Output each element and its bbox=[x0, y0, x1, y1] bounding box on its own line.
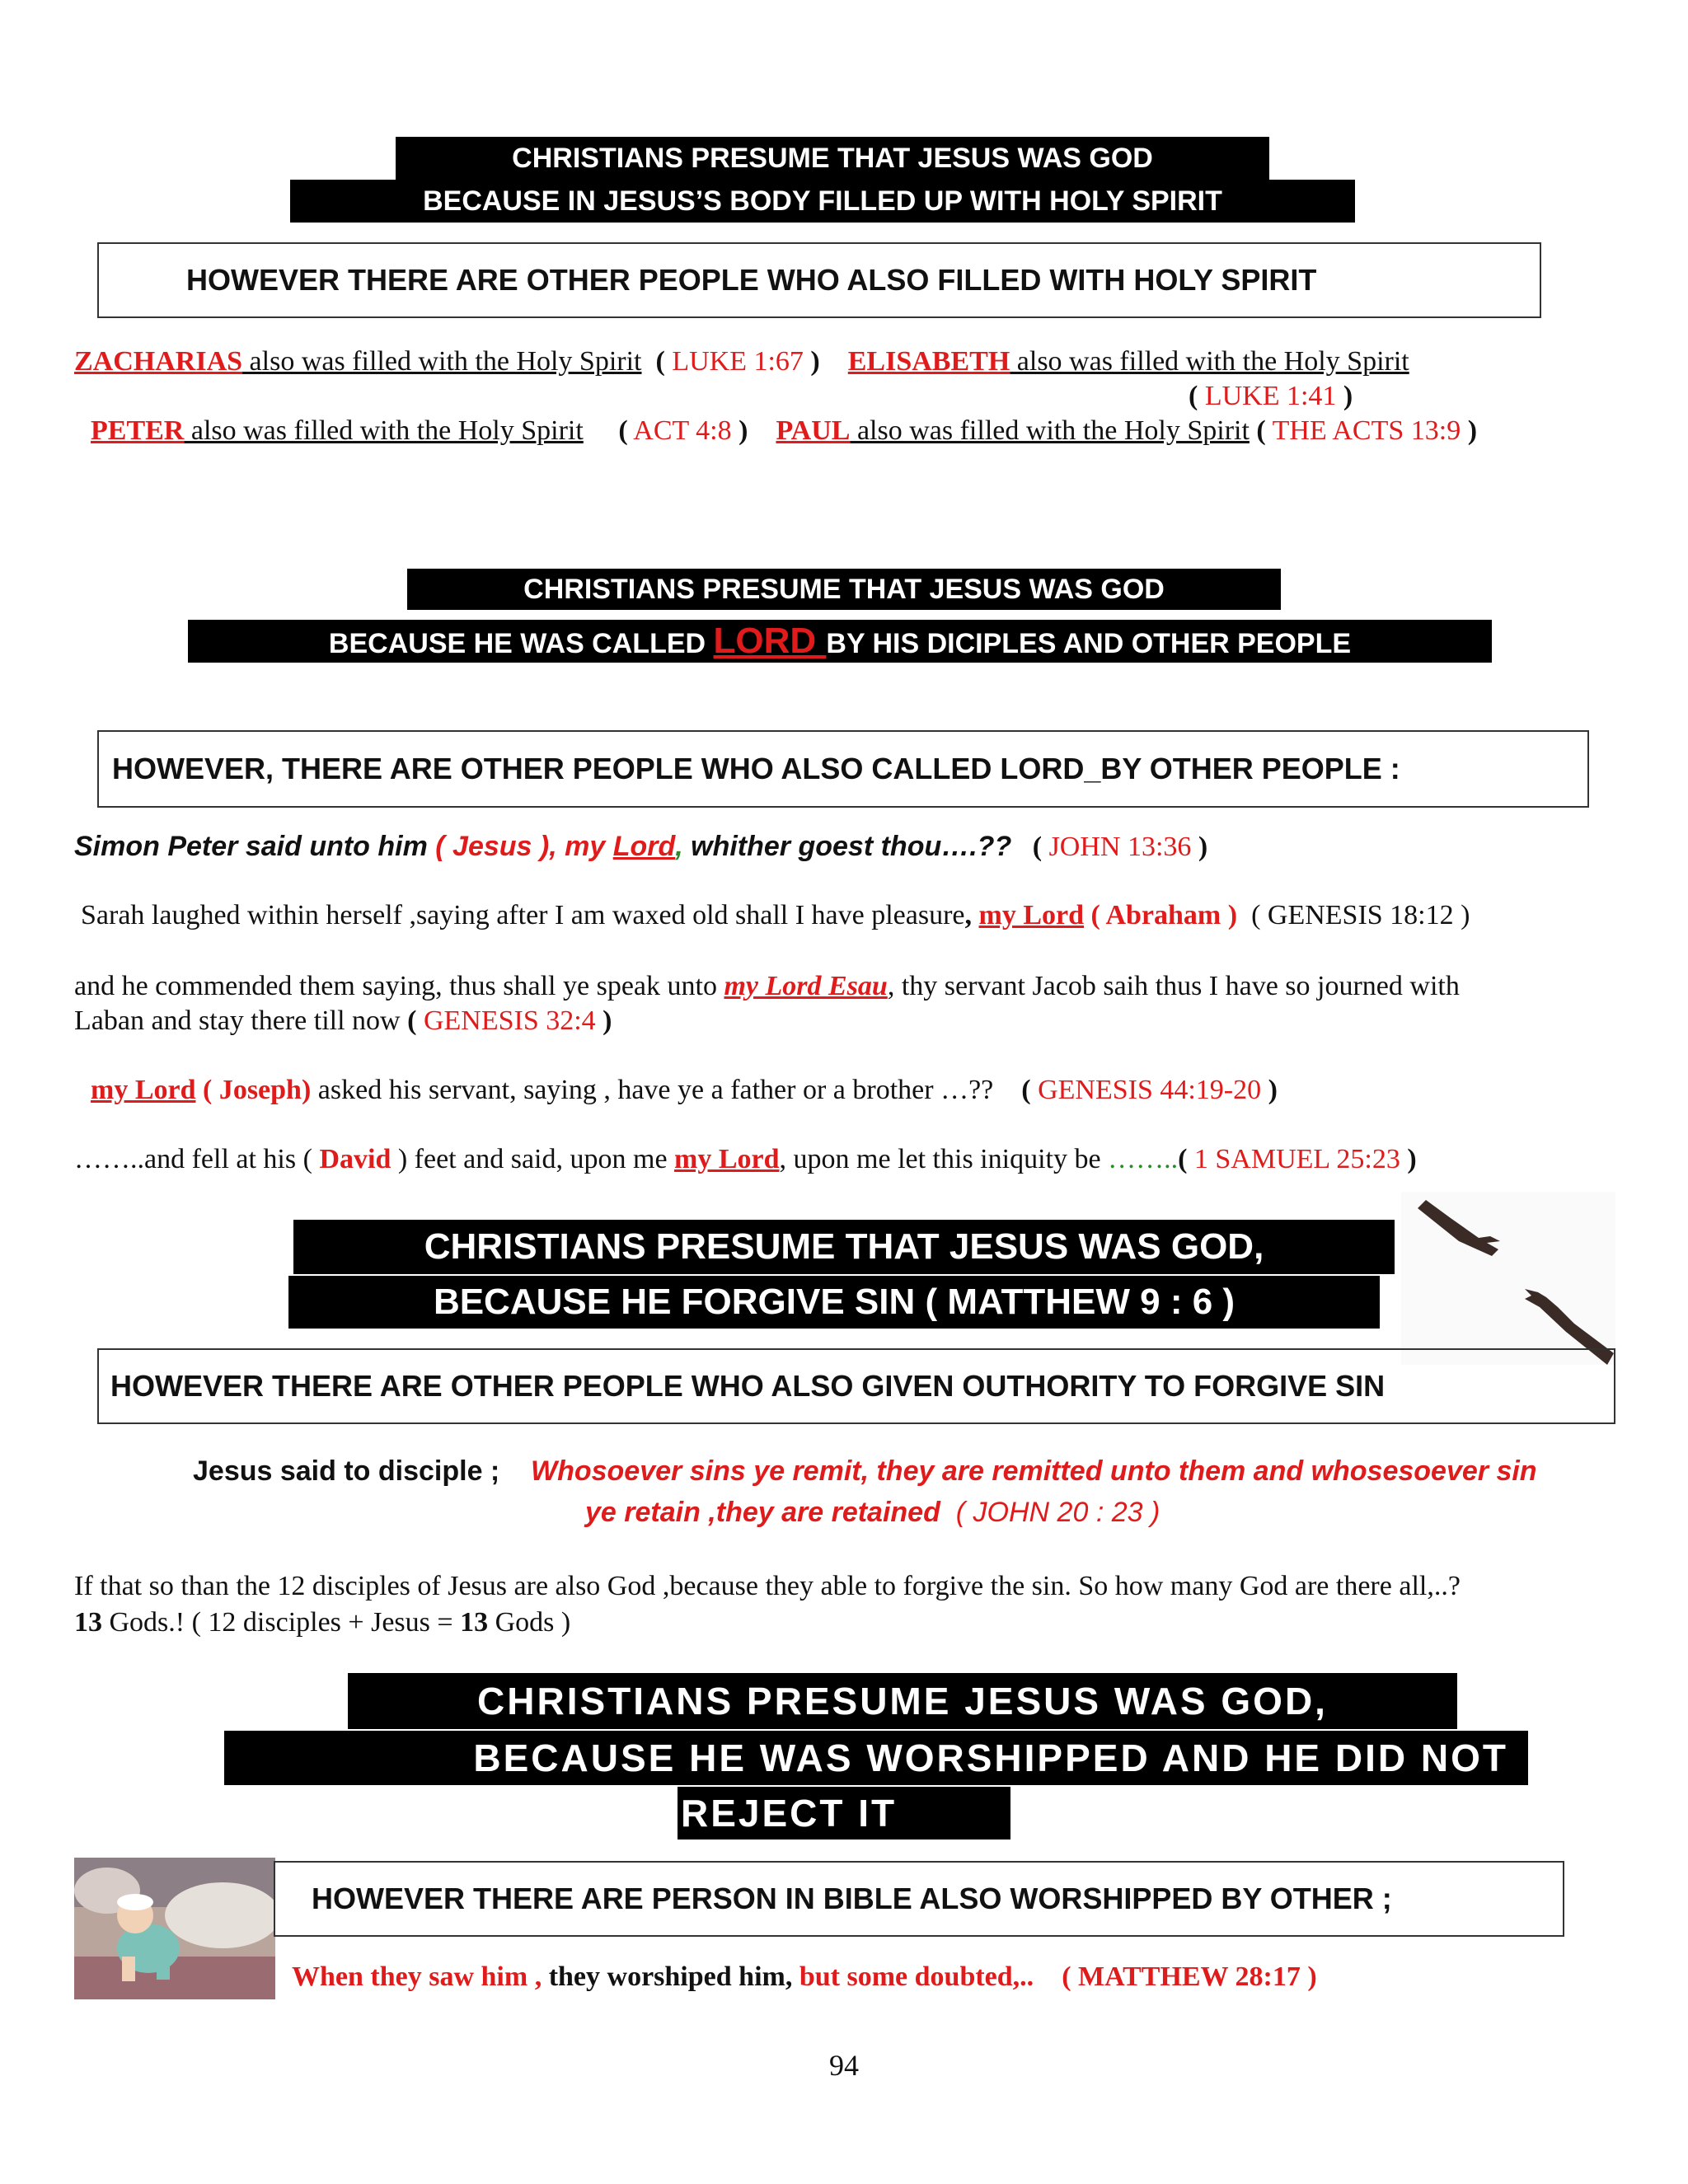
reaching-hands-image bbox=[1401, 1192, 1615, 1365]
v3-d: Laban and stay there till now bbox=[74, 1005, 408, 1036]
v5-my-lord: my Lord bbox=[674, 1144, 780, 1174]
para-13-a: 13 bbox=[74, 1607, 102, 1638]
filled-text: also was filled with the Holy Spirit bbox=[242, 346, 642, 377]
filled-text: also was filled with the Holy Spirit bbox=[1010, 346, 1409, 377]
heading-2-lord: LORD bbox=[713, 621, 827, 661]
heading-4-line-1: CHRISTIANS PRESUME JESUS WAS GOD, bbox=[348, 1673, 1457, 1729]
v1-comma: , bbox=[675, 831, 683, 862]
verse-genesis-32-4-line-2: Laban and stay there till now ( GENESIS 32:4 ) bbox=[74, 1005, 612, 1036]
verse-peter-paul: PETER also was filled with the Holy Spirit ( ACT 4:8 ) PAUL also was filled with the Holy Spirit ( THE ACTS 13:9 ) bbox=[91, 415, 1478, 446]
v1-lord: Lord bbox=[612, 831, 676, 862]
para-13-b: 13 bbox=[460, 1607, 489, 1638]
ref-1-samuel-25-23: 1 SAMUEL 25:23 bbox=[1193, 1144, 1400, 1174]
para-end: Gods ) bbox=[488, 1607, 571, 1638]
heading-3-line-1: CHRISTIANS PRESUME THAT JESUS WAS GOD, bbox=[293, 1220, 1395, 1274]
heading-2-line-1: CHRISTIANS PRESUME THAT JESUS WAS GOD bbox=[407, 569, 1281, 610]
v5-a: ……..and fell at his ( bbox=[74, 1144, 320, 1174]
v3-a: and he commended them saying, thus shall ye speak unto bbox=[74, 971, 724, 1001]
praying-child-photo bbox=[74, 1858, 275, 1999]
v-when-they-saw: When they saw him , bbox=[292, 1961, 549, 1992]
v5-david: David bbox=[319, 1144, 392, 1174]
heading-4-line-2: BECAUSE HE WAS WORSHIPPED AND HE DID NOT bbox=[224, 1731, 1528, 1785]
heading-1-line-1: CHRISTIANS PRESUME THAT JESUS WAS GOD bbox=[396, 137, 1269, 180]
verse-zacharias-elisabeth: ZACHARIAS also was filled with the Holy Spirit ( LUKE 1:67 ) ELISABETH also was filled with the Holy Spirit bbox=[74, 346, 1409, 377]
v1-e: whither goest thou….?? bbox=[682, 831, 1012, 862]
v4-joseph: ( Joseph) bbox=[195, 1075, 312, 1105]
heading-2-pre: BECAUSE HE WAS CALLED bbox=[328, 628, 714, 659]
quote-line-2 bbox=[585, 1495, 1160, 1530]
filled-text: also was filled with the Holy Spirit bbox=[184, 415, 584, 446]
name-paul: PAUL bbox=[776, 415, 851, 446]
v4-c: asked his servant, saying , have ye a father or a brother …?? bbox=[311, 1075, 994, 1105]
ref-luke-1-41: LUKE 1:41 bbox=[1204, 381, 1337, 411]
name-peter: PETER bbox=[91, 415, 185, 446]
info-box-2: HOWEVER, THERE ARE OTHER PEOPLE WHO ALSO CALLED LORD_BY OTHER PEOPLE : bbox=[97, 730, 1589, 808]
ref-john-13-36: JOHN 13:36 bbox=[1048, 832, 1192, 862]
v2-b: , bbox=[964, 900, 979, 930]
ref-act-4-8: ACT 4:8 bbox=[633, 415, 732, 446]
ref-john-20-23: ( JOHN 20 : 23 ) bbox=[955, 1497, 1160, 1528]
verse-genesis-18-12 bbox=[81, 898, 1470, 933]
v4-my-lord: my Lord bbox=[91, 1075, 196, 1105]
v5-c: ) feet and said, upon me bbox=[391, 1144, 675, 1174]
verse-genesis-44: my Lord ( Joseph) asked his servant, saying , have ye a father or a brother …?? ( GENESIS 44:19-20 ) bbox=[91, 1075, 1278, 1105]
heading-1-line-2: BECAUSE IN JESUS’S BODY FILLED UP WITH HOLY SPIRIT bbox=[290, 180, 1355, 223]
v5-e: , upon me let this iniquity be bbox=[779, 1144, 1109, 1174]
paragraph-line-1: If that so than the 12 disciples of Jesus are also God ,because they able to forgive the sin. So how many God are there all,..? bbox=[74, 1571, 1461, 1601]
quote-intro: Jesus said to disciple ; bbox=[193, 1455, 500, 1487]
ref-matthew-28-17: ( MATTHEW 28:17 ) bbox=[1062, 1961, 1317, 1992]
verse-john-13-36: Simon Peter said unto him ( Jesus ), my Lord, whither goest thou….?? ( JOHN 13:36 ) bbox=[74, 831, 1208, 862]
name-zacharias: ZACHARIAS bbox=[74, 346, 243, 377]
page-number: 94 bbox=[829, 2049, 859, 2082]
quote-line-1: Whosoever sins ye remit, they are remitted unto them and whosesoever sin bbox=[531, 1455, 1537, 1487]
info-box-1: HOWEVER THERE ARE OTHER PEOPLE WHO ALSO FILLED WITH HOLY SPIRIT bbox=[97, 242, 1541, 318]
verse-1-samuel-25-23: ……..and fell at his ( David ) feet and said, upon me my Lord, upon me let this iniquity be ……..( 1 SAMUEL 25:23 ) bbox=[74, 1144, 1417, 1174]
v1-a: Simon Peter said unto him bbox=[74, 831, 436, 862]
v3-c: , thy servant Jacob saih thus I have so journed with bbox=[887, 971, 1460, 1001]
ref-genesis-32-4: GENESIS 32:4 bbox=[423, 1005, 596, 1036]
ref-luke-1-67: LUKE 1:67 bbox=[672, 346, 804, 377]
v2-abraham: ( Abraham ) bbox=[1090, 900, 1238, 930]
ref-genesis-44: GENESIS 44:19-20 bbox=[1038, 1075, 1262, 1105]
v2-my-lord: my Lord bbox=[978, 900, 1085, 930]
verse-genesis-32-4-line-1 bbox=[74, 969, 1460, 1004]
quote-line-2-text: ye retain ,they are retained bbox=[585, 1497, 940, 1528]
info-box-4: HOWEVER THERE ARE PERSON IN BIBLE ALSO WORSHIPPED BY OTHER ; bbox=[274, 1861, 1564, 1937]
v2-a: Sarah laughed within herself ,saying after I am waxed old shall I have pleasure bbox=[81, 900, 965, 930]
ref-genesis-18-12: ( GENESIS 18:12 ) bbox=[1251, 900, 1470, 930]
ref-acts-13-9: THE ACTS 13:9 bbox=[1272, 415, 1461, 446]
v5-dots: …….. bbox=[1108, 1144, 1179, 1174]
v1-b: ( Jesus ), my bbox=[435, 831, 613, 862]
v-worshiped: they worshiped him, bbox=[548, 1961, 799, 1992]
filled-text: also was filled with the Holy Spirit bbox=[850, 415, 1250, 446]
ref-line-luke-1-41: ( LUKE 1:41 ) bbox=[1189, 381, 1353, 411]
heading-4-line-3: REJECT IT bbox=[678, 1787, 1010, 1840]
v-doubted: but some doubted,.. bbox=[799, 1961, 1034, 1992]
v3-my-lord-esau: my Lord Esau bbox=[724, 971, 888, 1001]
name-elisabeth: ELISABETH bbox=[847, 346, 1010, 377]
para-mid: Gods.! ( 12 disciples + Jesus = bbox=[102, 1607, 461, 1638]
verse-matthew-28-17 bbox=[292, 1960, 1317, 1994]
heading-3-line-2: BECAUSE HE FORGIVE SIN ( MATTHEW 9 : 6 ) bbox=[288, 1276, 1380, 1329]
heading-2-line-2 bbox=[188, 620, 1492, 663]
heading-2-post: BY HIS DICIPLES AND OTHER PEOPLE bbox=[826, 628, 1352, 659]
info-box-3: HOWEVER THERE ARE OTHER PEOPLE WHO ALSO GIVEN OUTHORITY TO FORGIVE SIN bbox=[97, 1348, 1615, 1424]
paragraph-line-2 bbox=[74, 1605, 570, 1640]
